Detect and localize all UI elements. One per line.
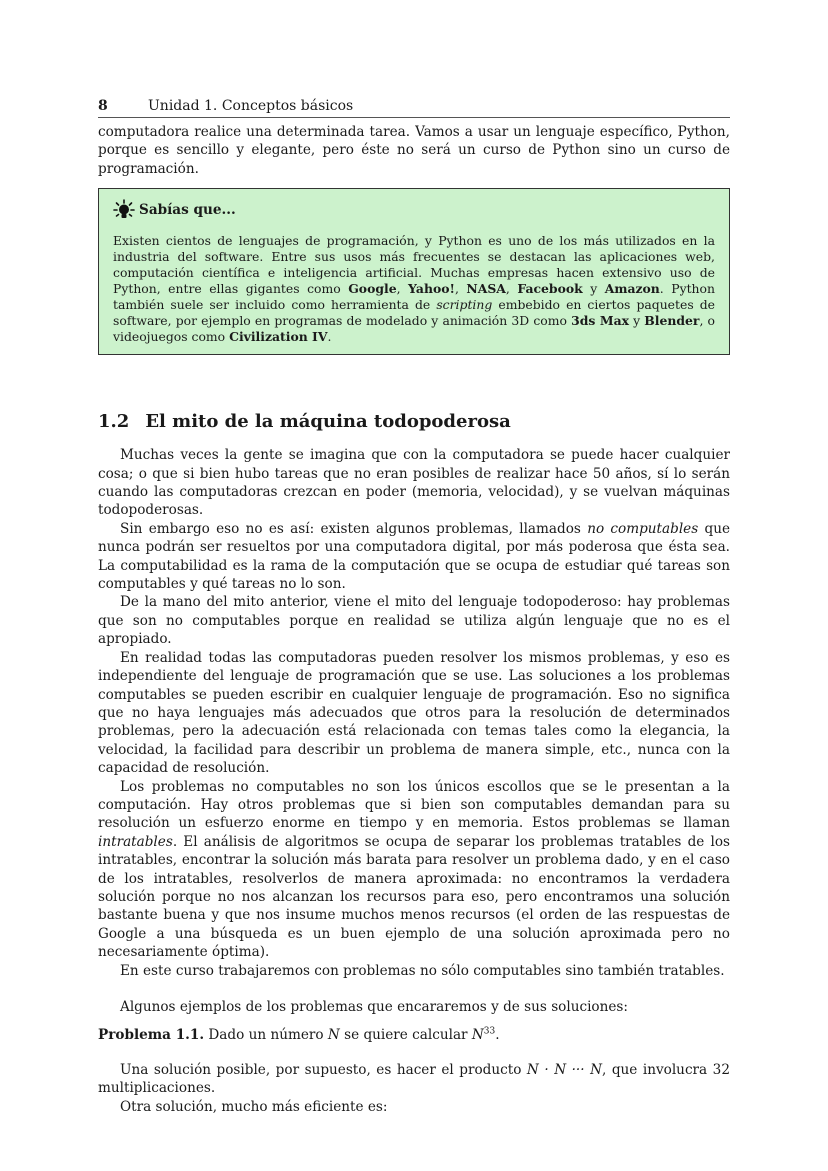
solution-paragraph-2: Otra solución, mucho más eficiente es: bbox=[120, 1098, 388, 1115]
box-sep: , bbox=[505, 281, 518, 297]
sabias-que-title bbox=[113, 199, 715, 221]
paragraph-2 bbox=[98, 520, 730, 594]
paragraph-6: En este curso trabajaremos con problemas no sólo computables sino también tratables. bbox=[120, 962, 725, 979]
box-sep: , bbox=[454, 281, 467, 297]
solution-text-b: , que involucra 32 multiplicaciones. bbox=[98, 1061, 730, 1097]
term-scripting: scripting bbox=[436, 297, 493, 313]
problem-1-1 bbox=[98, 1026, 730, 1044]
page-header bbox=[98, 98, 730, 118]
page-number: 8 bbox=[98, 98, 108, 114]
brand-google: Google bbox=[348, 281, 397, 297]
brand-amazon: Amazon bbox=[604, 281, 660, 297]
var-n-power: N bbox=[471, 1027, 484, 1044]
box-text-5: . bbox=[327, 329, 332, 345]
paragraph-5a: Los problemas no computables no son los únicos escollos que se le presentan a la computación. Hay otros problemas que si bien son computables demandan para su resolución un esfuerzo enorme en tiempo y en memoria. Estos problemas se llaman bbox=[98, 778, 730, 832]
box-sep: , bbox=[396, 281, 409, 297]
brand-nasa: NASA bbox=[466, 281, 506, 297]
product-expression: N · N ··· N bbox=[526, 1061, 602, 1078]
solution-text-a: Una solución posible, por supuesto, es hacer el producto bbox=[120, 1061, 527, 1078]
paragraph-2b: que nunca podrán ser resueltos por una computadora digital, por más poderosa que ésta sea. La computabilidad es la rama de la computación que se ocupa de estudiar qué tareas son computables y qué tareas no lo son. bbox=[98, 520, 730, 593]
problem-text-c: . bbox=[495, 1027, 500, 1044]
section-title: El mito de la máquina todopoderosa bbox=[145, 411, 511, 433]
sabias-que-text bbox=[113, 233, 715, 345]
paragraph-7: Algunos ejemplos de los problemas que encararemos y de sus soluciones: bbox=[120, 999, 628, 1015]
paragraph-5 bbox=[98, 778, 730, 962]
paragraph-3: De la mano del mito anterior, viene el mito del lenguaje todopoderoso: hay problemas que son no computables porque en realidad se utiliza algún lenguaje que no es el apropiado. bbox=[98, 594, 730, 648]
box-text-1: Existen cientos de lenguajes de programación, y Python es uno de los más utilizados en la industria del software. Entre sus usos más frecuentes se destacan las aplicaciones web, computación científica e inteligencia artificial. Muchas empresas hacen extensivo uso de Python, entre ellas gigantes como bbox=[113, 233, 715, 297]
sabias-que-label: Sabías que... bbox=[139, 202, 236, 219]
box-sep: y bbox=[582, 281, 605, 297]
section-heading bbox=[98, 411, 730, 432]
product-blender: Blender bbox=[644, 313, 700, 329]
chapter-title: Unidad 1. Conceptos básicos bbox=[148, 98, 354, 114]
lightbulb-icon bbox=[113, 199, 135, 221]
brand-facebook: Facebook bbox=[517, 281, 583, 297]
paragraph-4: En realidad todas las computadoras pueden resolver los mismos problemas, y eso es independiente del lenguaje de programación que se use. Las soluciones a los problemas computables se pueden escribir en cualquier lenguaje de programación. Eso no significa que no haya lenguajes más adecuados que otros para la resolución de determinados problemas, pero la adecuación está relacionada con temas tales como la elegancia, la velocidad, la facilidad para describir un problema de manera simple, etc., nunca con la capacidad de resolución. bbox=[98, 649, 730, 777]
product-civilization: Civilization IV bbox=[229, 329, 328, 345]
paragraph-2a: Sin embargo eso no es así: existen algunos problemas, llamados bbox=[120, 520, 588, 537]
exponent: 33 bbox=[483, 1026, 496, 1037]
problem-text-a: Dado un número bbox=[204, 1027, 328, 1044]
term-intratables: intratables bbox=[98, 833, 173, 850]
term-no-computables: no computables bbox=[587, 520, 699, 537]
sabias-que-box bbox=[98, 188, 730, 355]
problem-text-b: se quiere calcular bbox=[339, 1027, 472, 1044]
box-text-2: . Python también suele ser incluido como herramienta de bbox=[113, 281, 715, 313]
brand-yahoo: Yahoo! bbox=[408, 281, 455, 297]
problem-label: Problema 1.1. bbox=[98, 1027, 205, 1044]
box-sep: y bbox=[629, 313, 645, 329]
product-3dsmax: 3ds Max bbox=[571, 313, 629, 329]
paragraph-1: Muchas veces la gente se imagina que con la computadora se puede hacer cualquier cosa; o que si bien hubo tareas que no eran posibles de realizar hace 50 años, sí lo serán cuando las computadoras crezcan en poder (memoria, velocidad), y se vuelvan máquinas todopoderosas. bbox=[98, 447, 730, 519]
paragraph-5b: . El análisis de algoritmos se ocupa de separar los problemas tratables de los intratables, encontrar la solución más barata para resolver un problema dado, y en el caso de los intratables, resolverlos de manera aproximada: no encontramos la verdadera solución porque no nos alcanzan los recursos para eso, pero encontramos una solución bastante buena y que nos insume muchos menos recursos (el orden de las respuestas de Google a una búsqueda es un buen ejemplo de una solución aproximada pero no necesariamente óptima). bbox=[98, 833, 730, 961]
page bbox=[98, 98, 730, 1116]
box-text-3: embebido en ciertos paquetes de software, por ejemplo en programas de modelado y animación 3D como bbox=[113, 297, 716, 329]
section-number: 1.2 bbox=[98, 411, 130, 433]
solution-paragraph-1 bbox=[98, 1061, 730, 1098]
intro-paragraph: computadora realice una determinada tarea. Vamos a usar un lenguaje específico, Python, porque es sencillo y elegante, pero éste no será un curso de Python sino un curso de programación. bbox=[98, 124, 730, 177]
box-text-4: , o videojuegos como bbox=[113, 313, 715, 345]
var-n: N bbox=[327, 1027, 340, 1044]
